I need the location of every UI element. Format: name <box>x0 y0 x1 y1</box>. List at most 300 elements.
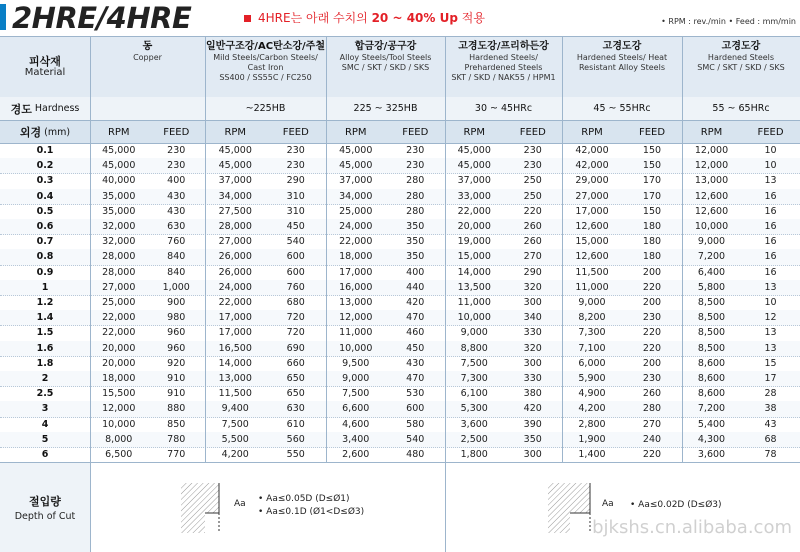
rpm-cell: 7,200 <box>697 251 726 263</box>
rpm-cell: 37,000 <box>457 175 491 187</box>
rules-2hre <box>258 493 364 519</box>
rpm-cell: 18,000 <box>102 373 136 385</box>
feed-cell: 300 <box>523 449 542 461</box>
rpm-cell: 37,000 <box>218 175 252 187</box>
rpm-cell: 7,100 <box>578 342 606 354</box>
material-label <box>0 37 90 97</box>
rpm-cell: 24,000 <box>339 221 373 233</box>
aa-label: Aa <box>234 499 246 509</box>
column-divider <box>562 36 563 462</box>
feed-cell: 560 <box>286 433 305 445</box>
rpm-cell: 27,000 <box>575 190 609 202</box>
feed-cell: 540 <box>286 236 305 248</box>
feed-cell: 260 <box>642 388 662 400</box>
feed-cell: 480 <box>406 449 425 461</box>
rpm-cell: 35,000 <box>102 205 136 217</box>
rpm-cell: 8,200 <box>578 312 606 324</box>
feed-cell: 450 <box>406 342 425 354</box>
material-label-en: Material <box>24 66 66 78</box>
feed-cell: 320 <box>523 281 542 293</box>
feed-cell: 330 <box>523 327 542 339</box>
material-group-4 <box>445 37 562 97</box>
table-row <box>0 295 800 311</box>
table-row <box>0 173 800 189</box>
feed-cell: 960 <box>167 327 186 339</box>
feed-cell: 720 <box>286 327 305 339</box>
rpm-cell: 20,000 <box>102 342 136 354</box>
feed-cell: 910 <box>167 373 186 385</box>
feed-cell: 78 <box>764 449 777 461</box>
rpm-cell: 12,000 <box>102 403 136 415</box>
feed-cell: 200 <box>642 266 662 278</box>
feed-header: FEED <box>757 126 784 138</box>
feed-cell: 320 <box>523 342 542 354</box>
material-group-5 <box>562 37 682 97</box>
table-row <box>0 432 800 448</box>
feed-cell: 310 <box>286 190 305 202</box>
material-hatch <box>181 483 205 533</box>
feed-cell: 1,000 <box>162 281 190 293</box>
feed-cell: 28 <box>764 388 777 400</box>
hardness-value: 30 ~ 45HRc <box>474 103 533 114</box>
feed-cell: 170 <box>642 175 662 187</box>
rpm-cell: 7,300 <box>460 373 488 385</box>
hardness-label <box>0 97 90 120</box>
feed-cell: 840 <box>167 266 186 278</box>
subtitle-bold: 20 ~ 40% Up <box>371 11 458 25</box>
rpm-cell: 14,000 <box>218 357 252 369</box>
column-divider <box>205 36 206 462</box>
feed-cell: 350 <box>523 433 542 445</box>
feed-cell: 230 <box>642 373 662 385</box>
feed-cell: 150 <box>642 145 662 157</box>
hardness-value: ~225HB <box>245 103 286 114</box>
rpm-cell: 13,000 <box>339 297 373 309</box>
feed-header: FEED <box>163 126 190 138</box>
material-group-kr: 고경도강 <box>721 41 761 52</box>
rpm-cell: 12,000 <box>694 160 729 172</box>
rpm-cell: 45,000 <box>457 160 491 172</box>
depth-of-cut-section <box>0 462 800 552</box>
feed-cell: 200 <box>642 357 662 369</box>
feed-cell: 780 <box>167 433 186 445</box>
feed-cell: 310 <box>286 205 305 217</box>
feed-cell: 460 <box>406 327 425 339</box>
diameter-cell: 0.7 <box>36 236 54 248</box>
rpm-cell: 22,000 <box>457 205 491 217</box>
rpm-cell: 3,600 <box>460 418 488 430</box>
feed-cell: 770 <box>167 449 186 461</box>
table-row <box>0 356 800 372</box>
hardness-value: 55 ~ 65HRc <box>712 103 770 114</box>
rpm-cell: 4,300 <box>697 433 726 445</box>
feed-cell: 430 <box>406 357 425 369</box>
rpm-cell: 13,000 <box>694 175 729 187</box>
rpm-cell: 17,000 <box>218 327 252 339</box>
rpm-cell: 16,000 <box>339 281 373 293</box>
rpm-header: RPM <box>463 126 486 138</box>
rpm-header: RPM <box>107 126 130 138</box>
feed-cell: 180 <box>642 236 662 248</box>
rpm-cell: 12,600 <box>694 190 729 202</box>
column-divider <box>445 36 446 462</box>
subtitle-post: 적용 <box>457 11 485 25</box>
feed-cell: 450 <box>286 221 305 233</box>
rpm-cell: 2,500 <box>460 433 488 445</box>
diameter-cell: 6 <box>41 449 49 461</box>
rpm-cell: 34,000 <box>218 190 252 202</box>
table-row <box>0 386 800 402</box>
feed-header: FEED <box>638 126 666 138</box>
feed-cell: 580 <box>406 418 425 430</box>
feed-cell: 13 <box>764 342 777 354</box>
rpm-cell: 8,500 <box>697 342 726 354</box>
rpm-cell: 11,000 <box>457 297 491 309</box>
rpm-cell: 7,500 <box>342 388 370 400</box>
diameter-cell: 0.3 <box>36 175 54 187</box>
rpm-cell: 1,800 <box>460 449 488 461</box>
rpm-cell: 13,000 <box>218 373 252 385</box>
feed-cell: 840 <box>167 251 186 263</box>
feed-cell: 680 <box>286 297 305 309</box>
feed-cell: 760 <box>286 281 305 293</box>
rpm-cell: 8,800 <box>460 342 488 354</box>
rpm-cell: 6,400 <box>697 266 726 278</box>
rpm-cell: 27,500 <box>218 205 252 217</box>
feed-cell: 340 <box>523 312 542 324</box>
feed-cell: 260 <box>523 221 542 233</box>
diameter-cell: 3 <box>41 403 49 415</box>
material-group-grades: SS400 / SS55C / FC250 <box>219 73 312 82</box>
table-row <box>0 189 800 205</box>
rpm-cell: 8,500 <box>697 327 726 339</box>
diameter-label-kr: 외경 <box>19 126 42 139</box>
depth-of-cut-kr: 절입량 <box>29 495 61 508</box>
rpm-cell: 10,000 <box>457 312 491 324</box>
feed-cell: 270 <box>523 251 542 263</box>
feed-cell: 13 <box>764 175 777 187</box>
material-group-kr: 합금강/공구강 <box>354 41 417 52</box>
rpm-cell: 1,900 <box>578 433 606 445</box>
diameter-cell: 2.5 <box>36 388 54 400</box>
rpm-cell: 42,000 <box>575 145 609 157</box>
feed-cell: 230 <box>523 145 542 157</box>
hardness-value: 225 ~ 325HB <box>353 103 418 114</box>
diameter-cell: 0.9 <box>36 266 54 278</box>
material-group-grades: SMC / SKT / SKD / SKS <box>697 63 785 72</box>
diameter-cell: 0.2 <box>36 160 54 172</box>
feed-cell: 600 <box>406 403 425 415</box>
feed-cell: 420 <box>406 297 425 309</box>
material-label-kr: 피삭재 <box>29 54 61 68</box>
rpm-cell: 45,000 <box>457 145 491 157</box>
table-row <box>0 341 800 357</box>
diameter-label <box>0 121 90 143</box>
rpm-cell: 4,900 <box>578 388 606 400</box>
feed-cell: 430 <box>167 205 186 217</box>
feed-cell: 390 <box>523 418 542 430</box>
rpm-cell: 3,600 <box>697 449 726 461</box>
feed-cell: 220 <box>642 281 662 293</box>
rule-3: • Aa≤0.02D (D≤Ø3) <box>630 500 722 510</box>
rpm-cell: 17,000 <box>339 266 373 278</box>
rpm-cell: 4,600 <box>342 418 370 430</box>
feed-cell: 430 <box>167 190 186 202</box>
feed-cell: 230 <box>523 160 542 172</box>
rpm-cell: 11,000 <box>575 281 609 293</box>
feed-cell: 910 <box>167 388 186 400</box>
feed-cell: 690 <box>286 342 305 354</box>
rpm-cell: 45,000 <box>218 145 252 157</box>
rpm-cell: 2,800 <box>578 418 606 430</box>
rpm-cell: 17,000 <box>218 312 252 324</box>
hardness-value <box>90 97 205 120</box>
hardness-value: 45 ~ 55HRc <box>593 103 651 114</box>
table-row <box>0 265 800 281</box>
feed-cell: 420 <box>523 403 542 415</box>
rule-2: • Aa≤0.1D (Ø1<D≤Ø3) <box>258 507 365 517</box>
rpm-cell: 34,000 <box>339 190 373 202</box>
feed-cell: 290 <box>523 266 542 278</box>
feed-cell: 400 <box>167 175 186 187</box>
material-group-grades: SMC / SKT / SKD / SKS <box>341 63 430 72</box>
feed-cell: 470 <box>406 312 425 324</box>
rpm-cell: 42,000 <box>575 160 609 172</box>
feed-cell: 230 <box>286 145 305 157</box>
feed-cell: 10 <box>764 297 777 309</box>
column-header-row <box>0 121 800 144</box>
material-group-3 <box>326 37 445 97</box>
rpm-cell: 8,600 <box>697 373 726 385</box>
feed-cell: 850 <box>167 418 186 430</box>
diameter-cell: 0.4 <box>36 190 54 202</box>
feed-cell: 400 <box>406 266 425 278</box>
feed-cell: 920 <box>167 357 186 369</box>
material-group-grades: SKT / SKD / NAK55 / HPM1 <box>451 73 556 82</box>
feed-cell: 200 <box>642 297 662 309</box>
rpm-cell: 37,000 <box>339 175 373 187</box>
feed-cell: 16 <box>764 221 777 233</box>
rpm-cell: 27,000 <box>218 236 252 248</box>
feed-cell: 350 <box>406 236 425 248</box>
rpm-cell: 12,000 <box>339 312 373 324</box>
rpm-cell: 8,600 <box>697 388 726 400</box>
feed-cell: 600 <box>286 266 305 278</box>
feed-cell: 15 <box>764 357 777 369</box>
rpm-cell: 27,000 <box>102 281 136 293</box>
feed-cell: 230 <box>406 160 425 172</box>
material-group-kr: 고경도강 <box>602 41 642 52</box>
rpm-cell: 20,000 <box>457 221 491 233</box>
rpm-cell: 5,500 <box>221 433 249 445</box>
rpm-cell: 5,400 <box>697 418 726 430</box>
table-row <box>0 204 800 220</box>
title-accent-stripe <box>0 4 6 30</box>
feed-cell: 300 <box>523 297 542 309</box>
feed-cell: 380 <box>523 388 542 400</box>
rpm-cell: 45,000 <box>218 160 252 172</box>
feed-cell: 280 <box>406 190 425 202</box>
feed-cell: 250 <box>523 175 542 187</box>
material-hatch <box>570 483 590 513</box>
feed-cell: 17 <box>764 373 777 385</box>
rpm-cell: 9,000 <box>460 327 488 339</box>
column-divider <box>682 36 683 462</box>
material-group-kr: 일반구조강/AC탄소강/주철 <box>206 41 325 52</box>
feed-cell: 250 <box>523 190 542 202</box>
feed-cell: 880 <box>167 403 186 415</box>
table-row <box>0 401 800 417</box>
table-row <box>0 143 800 159</box>
diameter-cell: 1.5 <box>36 327 54 339</box>
feed-header: FEED <box>282 126 309 138</box>
rpm-cell: 25,000 <box>339 205 373 217</box>
rpm-cell: 35,000 <box>102 190 136 202</box>
rule-1: • Aa≤0.05D (D≤Ø1) <box>258 494 350 504</box>
rpm-header: RPM <box>344 126 367 138</box>
material-group-en: Alloy Steels/Tool Steels <box>339 53 432 62</box>
feed-cell: 760 <box>167 236 186 248</box>
feed-cell: 16 <box>764 251 777 263</box>
rpm-cell: 1,400 <box>578 449 606 461</box>
feed-cell: 260 <box>523 236 542 248</box>
material-group-kr: 동 <box>142 41 153 52</box>
rpm-cell: 9,000 <box>578 297 606 309</box>
rpm-cell: 9,000 <box>342 373 370 385</box>
rpm-cell: 26,000 <box>218 251 252 263</box>
rpm-cell: 18,000 <box>339 251 373 263</box>
feed-cell: 280 <box>642 403 662 415</box>
feed-cell: 350 <box>406 251 425 263</box>
feed-cell: 240 <box>642 433 662 445</box>
feed-cell: 720 <box>286 312 305 324</box>
section-divider <box>90 463 91 552</box>
rpm-cell: 29,000 <box>575 175 609 187</box>
rpm-cell: 32,000 <box>102 236 136 248</box>
rpm-cell: 8,500 <box>697 297 726 309</box>
table-row <box>0 371 800 387</box>
rpm-cell: 5,800 <box>697 281 726 293</box>
rpm-cell: 19,000 <box>457 236 491 248</box>
feed-cell: 10 <box>764 145 777 157</box>
rpm-cell: 9,500 <box>342 357 370 369</box>
diameter-label-unit: (mm) <box>44 126 71 138</box>
feed-cell: 16 <box>764 190 777 202</box>
table-row <box>0 417 800 433</box>
rpm-cell: 22,000 <box>102 327 136 339</box>
rpm-cell: 8,600 <box>697 357 726 369</box>
material-group-6 <box>682 37 800 97</box>
diameter-cell: 0.8 <box>36 251 54 263</box>
subtitle <box>258 9 485 26</box>
feed-cell: 230 <box>642 312 662 324</box>
feed-cell: 10 <box>764 160 777 172</box>
feed-cell: 220 <box>642 342 662 354</box>
feed-cell: 350 <box>406 221 425 233</box>
rpm-cell: 24,000 <box>218 281 252 293</box>
feed-cell: 900 <box>167 297 186 309</box>
table-row <box>0 447 800 463</box>
feed-cell: 12 <box>764 312 777 324</box>
rpm-cell: 16,500 <box>218 342 252 354</box>
rpm-cell: 45,000 <box>102 145 136 157</box>
rpm-cell: 14,000 <box>457 266 491 278</box>
rpm-cell: 6,100 <box>460 388 488 400</box>
rpm-cell: 45,000 <box>339 160 373 172</box>
material-group-1 <box>90 37 205 97</box>
rpm-cell: 17,000 <box>575 205 609 217</box>
feed-cell: 280 <box>406 205 425 217</box>
rpm-cell: 15,000 <box>457 251 491 263</box>
feed-cell: 650 <box>286 373 305 385</box>
feed-cell: 220 <box>642 327 662 339</box>
material-hatch <box>548 483 570 533</box>
rpm-cell: 25,000 <box>102 297 136 309</box>
diameter-cell: 0.6 <box>36 221 54 233</box>
feed-cell: 150 <box>642 160 662 172</box>
rpm-cell: 28,000 <box>102 251 136 263</box>
red-square-bullet-icon <box>244 15 251 22</box>
rpm-cell: 28,000 <box>102 266 136 278</box>
material-group-kr: 고경도강/프리하든강 <box>458 41 549 52</box>
rpm-cell: 7,500 <box>460 357 488 369</box>
table-row <box>0 249 800 265</box>
table-row <box>0 310 800 326</box>
rpm-cell: 11,500 <box>218 388 252 400</box>
feed-cell: 550 <box>286 449 305 461</box>
rpm-cell: 26,000 <box>218 266 252 278</box>
rpm-header: RPM <box>581 126 603 138</box>
diameter-cell: 5 <box>41 433 49 445</box>
rpm-cell: 7,300 <box>578 327 606 339</box>
rpm-cell: 40,000 <box>102 175 136 187</box>
diameter-cell: 1.6 <box>36 342 54 354</box>
rpm-cell: 12,600 <box>694 205 729 217</box>
feed-cell: 630 <box>286 403 305 415</box>
rpm-cell: 7,200 <box>697 403 726 415</box>
aa-label: Aa <box>602 499 614 509</box>
rpm-cell: 10,000 <box>339 342 373 354</box>
rpm-cell: 11,000 <box>339 327 373 339</box>
data-body <box>0 143 800 462</box>
rpm-cell: 12,600 <box>575 251 609 263</box>
rpm-cell: 12,600 <box>575 221 609 233</box>
table-row <box>0 234 800 250</box>
rpm-cell: 3,400 <box>342 433 370 445</box>
diameter-cell: 0.5 <box>36 205 54 217</box>
feed-cell: 540 <box>406 433 425 445</box>
rpm-cell: 4,200 <box>221 449 249 461</box>
rpm-cell: 2,600 <box>342 449 370 461</box>
rpm-cell: 5,300 <box>460 403 488 415</box>
rpm-cell: 22,000 <box>218 297 252 309</box>
rpm-cell: 11,500 <box>575 266 609 278</box>
diameter-cell: 4 <box>41 418 49 430</box>
rpm-cell: 9,400 <box>221 403 249 415</box>
rpm-cell: 10,000 <box>694 221 729 233</box>
step-profile-diagram-icon <box>175 477 235 539</box>
feed-header: FEED <box>402 126 429 138</box>
feed-cell: 330 <box>523 373 542 385</box>
material-group-en: Hardened Steels/ Heat Resistant Alloy Steels <box>576 53 668 72</box>
feed-header: FEED <box>519 126 546 138</box>
column-divider <box>326 36 327 462</box>
feed-cell: 300 <box>523 357 542 369</box>
diameter-cell: 1.4 <box>36 312 54 324</box>
material-group-en: Hardened Steels <box>707 53 775 62</box>
diameter-cell: 0.1 <box>36 145 54 157</box>
rpm-cell: 22,000 <box>339 236 373 248</box>
